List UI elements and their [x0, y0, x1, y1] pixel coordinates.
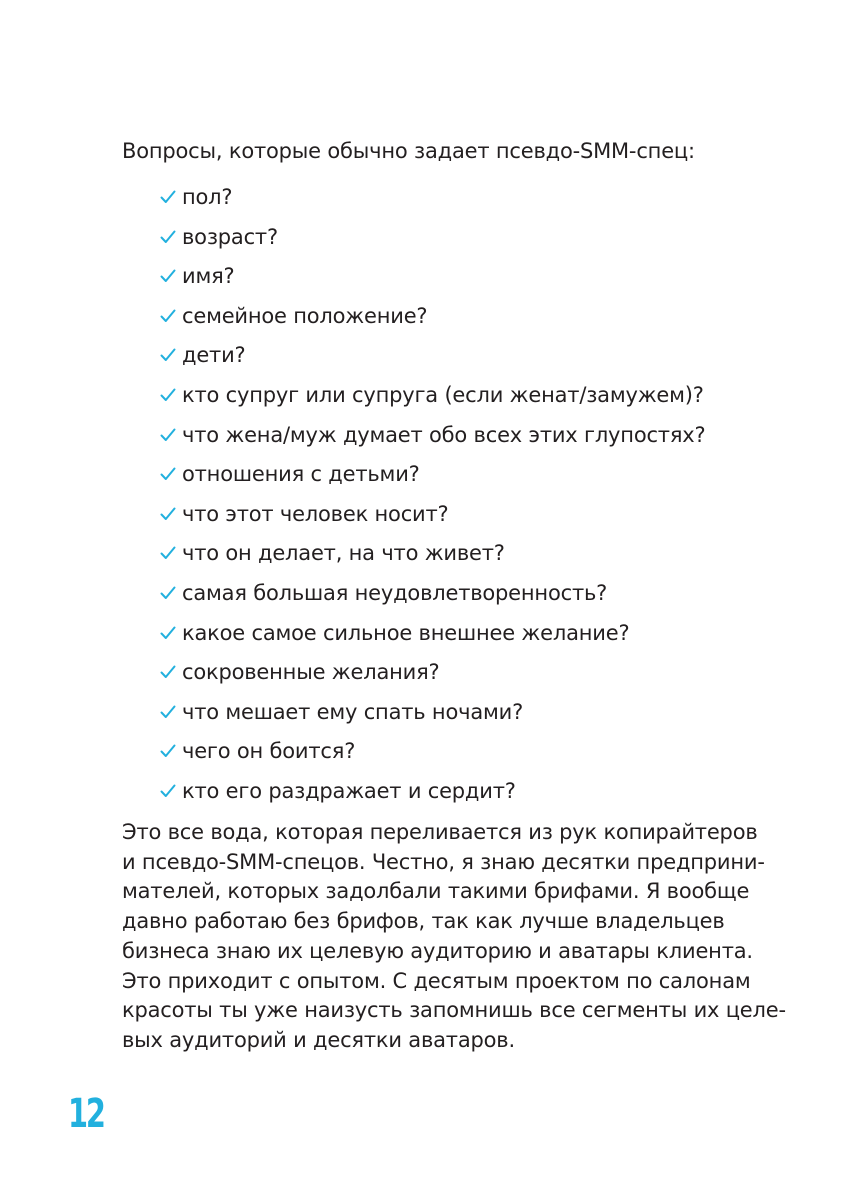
checkmark-icon	[160, 499, 182, 529]
checkmark-icon	[160, 538, 182, 568]
paragraph-line: Это приходит с опытом. С десятым проектом по салонам	[122, 968, 751, 993]
checkmark-icon	[160, 420, 182, 450]
checkmark-icon	[160, 380, 182, 410]
list-item-text: семейное положение?	[182, 303, 428, 328]
checkmark-icon	[160, 301, 182, 331]
paragraph-line: давно работаю без брифов, так как лучше владельцев	[122, 909, 725, 934]
body-paragraph	[122, 818, 786, 1056]
checkmark-icon	[160, 340, 182, 370]
question-checklist	[160, 182, 705, 816]
list-item	[160, 697, 705, 737]
list-item	[160, 459, 705, 499]
list-item-text: дети?	[182, 343, 246, 368]
page-number: 12	[68, 1091, 104, 1137]
list-item	[160, 578, 705, 618]
checkmark-icon	[160, 578, 182, 608]
paragraph-line: красоты ты уже наизусть запомнишь все сегменты их целе-	[122, 998, 786, 1023]
list-item	[160, 499, 705, 539]
list-item-text: что жена/муж думает обо всех этих глупостях?	[182, 422, 706, 447]
list-item-text: что мешает ему спать ночами?	[182, 699, 524, 724]
checkmark-icon	[160, 697, 182, 727]
list-item-text: какое самое сильное внешнее желание?	[182, 620, 630, 645]
checkmark-icon	[160, 459, 182, 489]
checkmark-icon	[160, 776, 182, 806]
list-item	[160, 182, 705, 222]
checkmark-icon	[160, 657, 182, 687]
list-item-text: сокровенные желания?	[182, 660, 440, 685]
paragraph-line: мателей, которых задолбали такими брифами. Я вообще	[122, 879, 750, 904]
list-item	[160, 618, 705, 658]
list-item-text: отношения с детьми?	[182, 462, 420, 487]
list-item-text: чего он боится?	[182, 739, 356, 764]
list-item-text: что он делает, на что живет?	[182, 541, 505, 566]
list-item-text: пол?	[182, 185, 233, 209]
checkmark-icon	[160, 736, 182, 766]
list-item-text: самая большая неудовлетворенность?	[182, 580, 608, 605]
checkmark-icon	[160, 182, 182, 212]
checkmark-icon	[160, 618, 182, 648]
list-item	[160, 301, 705, 341]
list-item	[160, 736, 705, 776]
list-item-text: возраст?	[182, 224, 278, 249]
paragraph-line: вых аудиторий и десятки аватаров.	[122, 1027, 515, 1052]
list-item-text: кто его раздражает и сердит?	[182, 778, 516, 803]
list-item	[160, 657, 705, 697]
list-item	[160, 222, 705, 262]
list-item	[160, 420, 705, 460]
checkmark-icon	[160, 222, 182, 252]
list-item	[160, 340, 705, 380]
list-item	[160, 538, 705, 578]
list-item-text: кто супруг или супруга (если женат/замужем)?	[182, 382, 704, 407]
list-item	[160, 261, 705, 301]
paragraph-line: бизнеса знаю их целевую аудиторию и аватары клиента.	[122, 938, 753, 963]
list-item-text: что этот человек носит?	[182, 501, 449, 526]
list-item	[160, 776, 705, 816]
paragraph-line: и псевдо-SMM-спецов. Честно, я знаю десятки предприни-	[122, 849, 765, 874]
list-item	[160, 380, 705, 420]
paragraph-line: Это все вода, которая переливается из рук копирайтеров	[122, 820, 758, 844]
list-item-text: имя?	[182, 264, 235, 289]
checkmark-icon	[160, 261, 182, 291]
intro-line: Вопросы, которые обычно задает псевдо-SMM-спец:	[122, 139, 695, 163]
